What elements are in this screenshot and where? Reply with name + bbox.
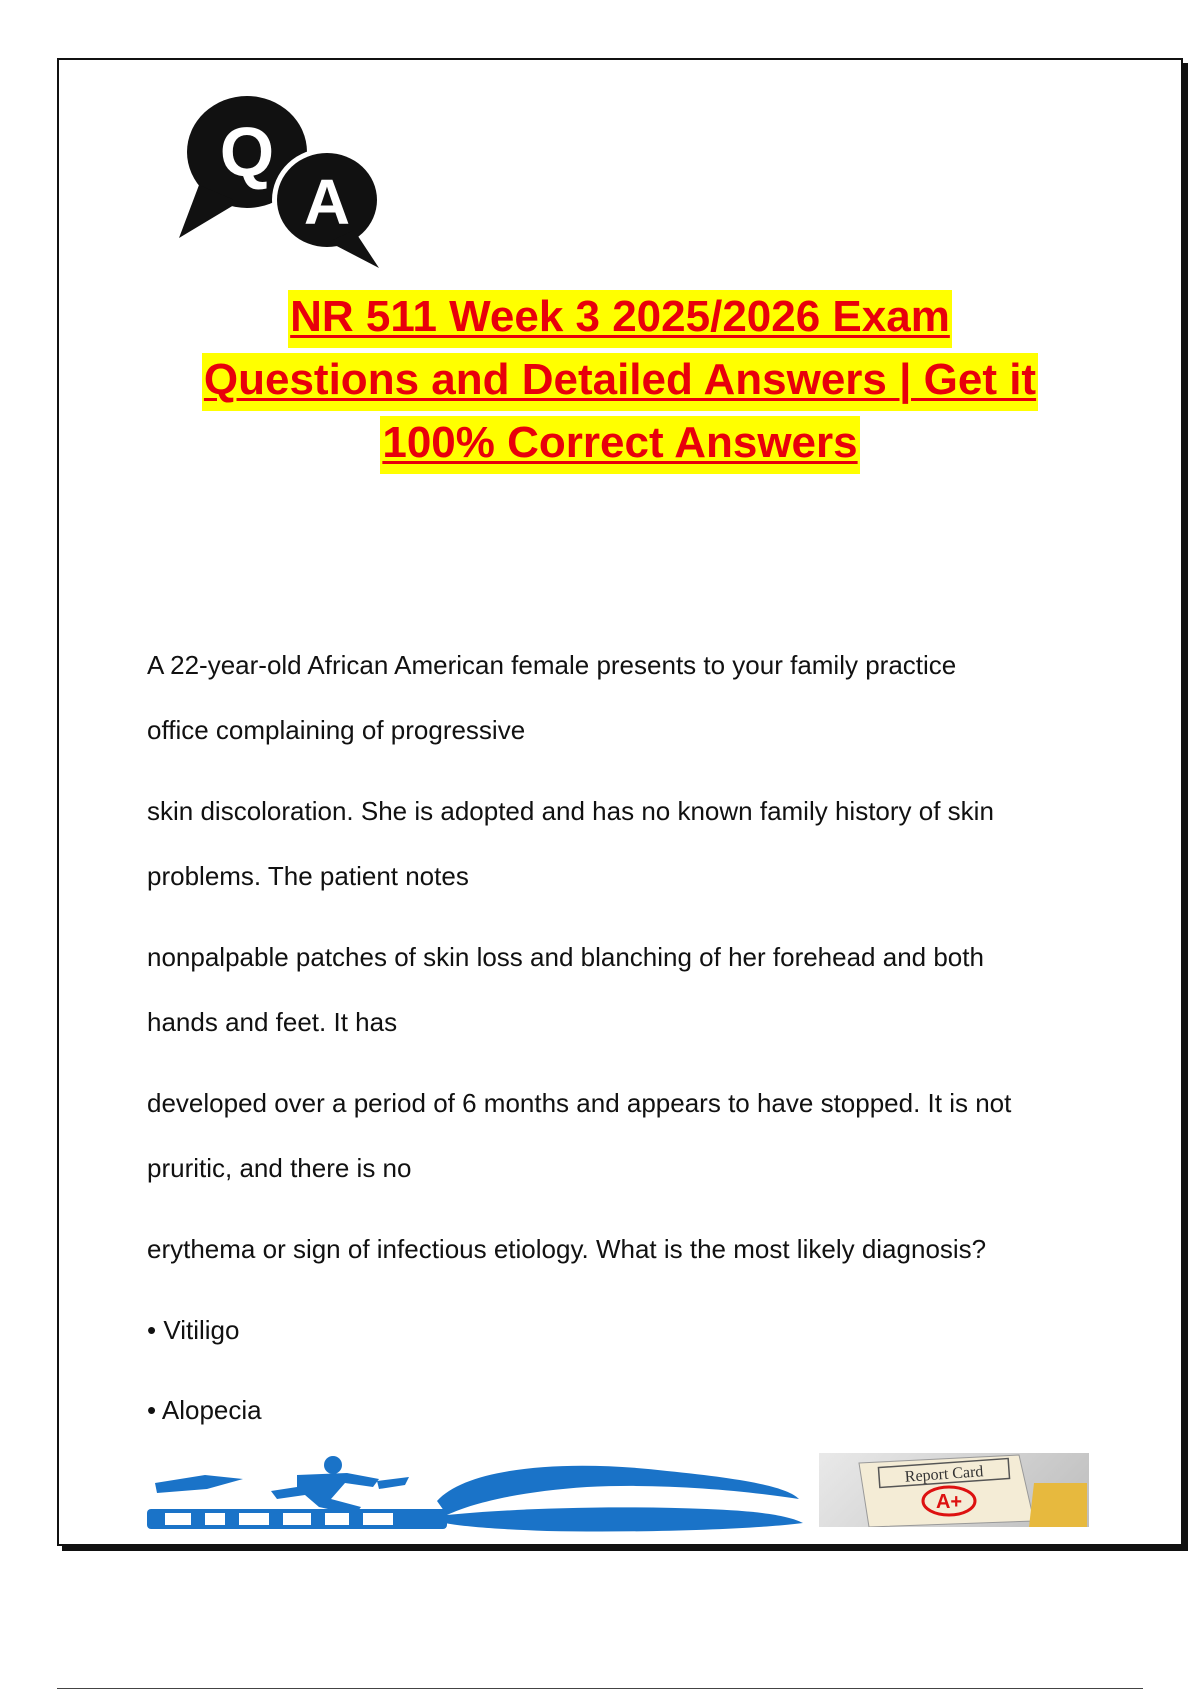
question-line: office complaining of progressive [147, 715, 526, 745]
title-line-2: Questions and Detailed Answers | Get it [202, 353, 1038, 411]
report-card-a-plus-icon [819, 1453, 1089, 1527]
question-block [147, 650, 1147, 1475]
question-line: erythema or sign of infectious etiology. What is the most likely diagnosis? [147, 1234, 987, 1264]
running-figure-logo-icon [147, 1453, 807, 1533]
title-line-1: NR 511 Week 3 2025/2026 Exam [288, 290, 952, 348]
report-card-grade: A+ [935, 1491, 963, 1513]
qa-speech-bubbles-icon [169, 90, 399, 270]
question-line: pruritic, and there is no [147, 1153, 412, 1183]
question-line: developed over a period of 6 months and appears to have stopped. It is not [147, 1088, 1012, 1118]
document-page [57, 58, 1183, 1546]
question-line: problems. The patient notes [147, 861, 469, 891]
report-card-label: Report Card [904, 1463, 984, 1486]
question-line: hands and feet. It has [147, 1007, 398, 1037]
answer-option-vitiligo: • Vitiligo [147, 1315, 240, 1345]
title-line-3: 100% Correct Answers [380, 416, 859, 474]
question-line: skin discoloration. She is adopted and has no known family history of skin [147, 796, 994, 826]
question-line: nonpalpable patches of skin loss and blanching of her forehead and both [147, 942, 984, 972]
q-letter: Q [219, 113, 275, 191]
a-bubble-icon [272, 148, 382, 268]
report-card-image [819, 1453, 1089, 1527]
question-line: A 22-year-old African American female presents to your family practice [147, 650, 957, 680]
a-letter: A [303, 166, 351, 238]
footer-banner [147, 1453, 1067, 1533]
document-title [59, 290, 1181, 479]
page-bottom-divider [57, 1688, 1143, 1689]
answer-option-alopecia: • Alopecia [147, 1395, 262, 1425]
